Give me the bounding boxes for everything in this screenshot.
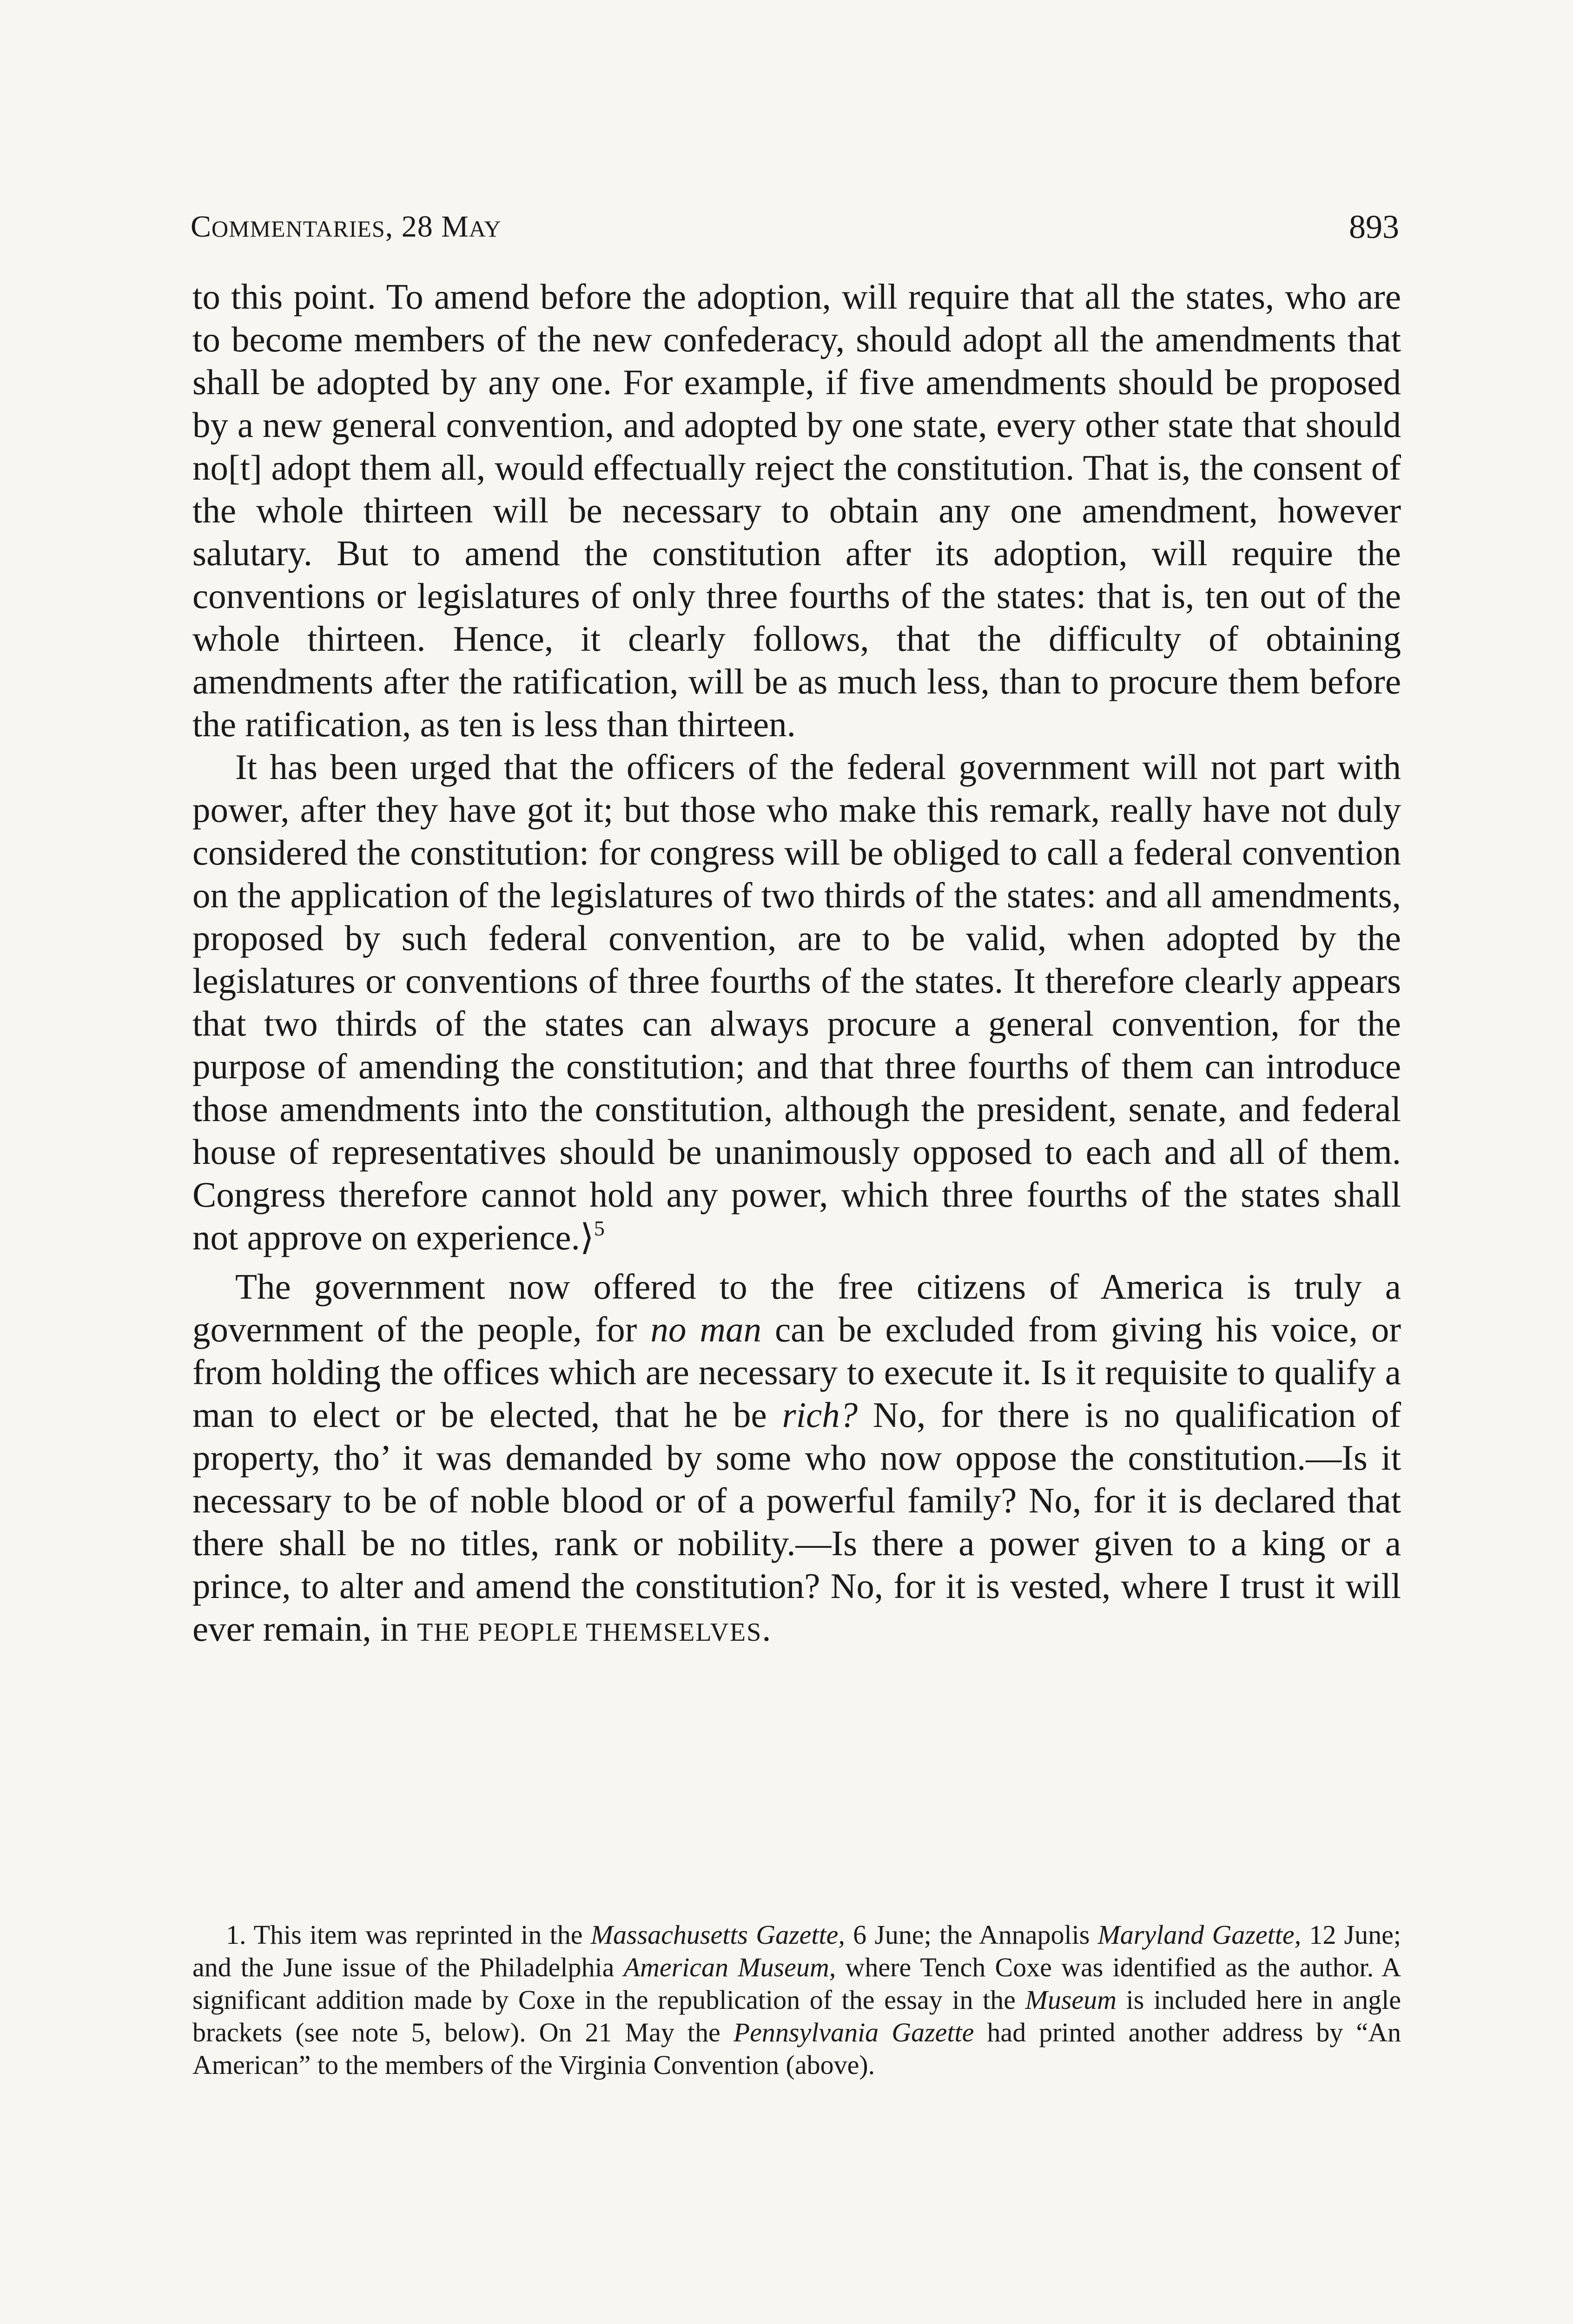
running-head	[191, 208, 1399, 245]
the-people-themselves: THE PEOPLE THEMSELVES	[417, 1618, 762, 1647]
note-reference: 5	[594, 1216, 605, 1240]
paragraph-continued: to this point. To amend before the adoption, will require that all the states, who are to become members of the new confederacy, should adopt all the amendments that shall be adopted by any one. For example, if five amendments should be proposed by a new general convention, and adopted by one state, every other state that should no[t] adopt them all, would effectually reject the constitution. That is, the consent of the whole thirteen will be necessary to obtain any one amendment, however salutary. But to amend the constitution after its adoption, will require the conventions or legislatures of only three fourths of the states: that is, ten out of the whole thirteen. Hence, it clearly follows, that the difficulty of obtaining amendments after the ratification, will be as much less, than to procure them before the ratification, as ten is less than thirteen.	[192, 277, 1401, 744]
emphasis-no-man: no man	[650, 1309, 761, 1349]
body-text	[192, 275, 1401, 1654]
footnote-1: 1. This item was reprinted in the Massachusetts Gazette, 6 June; the Annapolis Maryland Gazette, 12 June; and the June issue of the Philadelphia American Museum, where Tench Coxe was identified as the author. A significant addition made by Coxe in the republication of the essay in the Museum is included here in angle brackets (see note 5, below). On 21 May the Pennsylvania Gazette had printed another address by “An American” to the members of the Virginia Convention (above).	[192, 1920, 1401, 2080]
paragraph-federal-officers: It has been urged that the officers of the federal government will not part with power, after they have got it; but those who make this remark, really have not duly considered the constitution: for congress will be obliged to call a federal convention on the application of the legislatures of two thirds of the states: and all amendments, proposed by such federal convention, are to be valid, when adopted by the legislatures or conventions of three fourths of the states. It therefore clearly appears that two thirds of the states can always procure a general convention, for the purpose of amending the constitution; and that three fourths of them can introduce those amendments into the constitution, although the president, senate, and federal house of representatives should be unanimously opposed to each and all of them. Congress therefore cannot hold any power, which three fourths of the states shall not approve on experience.⟩$^5$	[192, 747, 1401, 1257]
page-number: 893	[1349, 208, 1399, 245]
emphasis-rich: rich?	[782, 1395, 858, 1435]
footnotes	[192, 1919, 1401, 2081]
running-title: COMMENTARIES, 28 MAY	[191, 210, 502, 244]
paragraph-government-of-people: The government now offered to the free citizens of America is truly a government of the people, for no man can be excluded from giving his voice, or from holding the offices which are necessary to execute it. Is it requisite to qualify a man to elect or be elected, that he be rich? No, for there is no qualification of property, tho’ it was demanded by some who now oppose the constitution.—Is it necessary to be of noble blood or of a powerful family? No, for it is declared that there shall be no titles, rank or nobility.—Is there a power given to a king or a prince, to alter and amend the constitution? No, for it is vested, where I trust it will ever remain, in THE PEOPLE THEMSELVES.	[192, 1267, 1401, 1649]
